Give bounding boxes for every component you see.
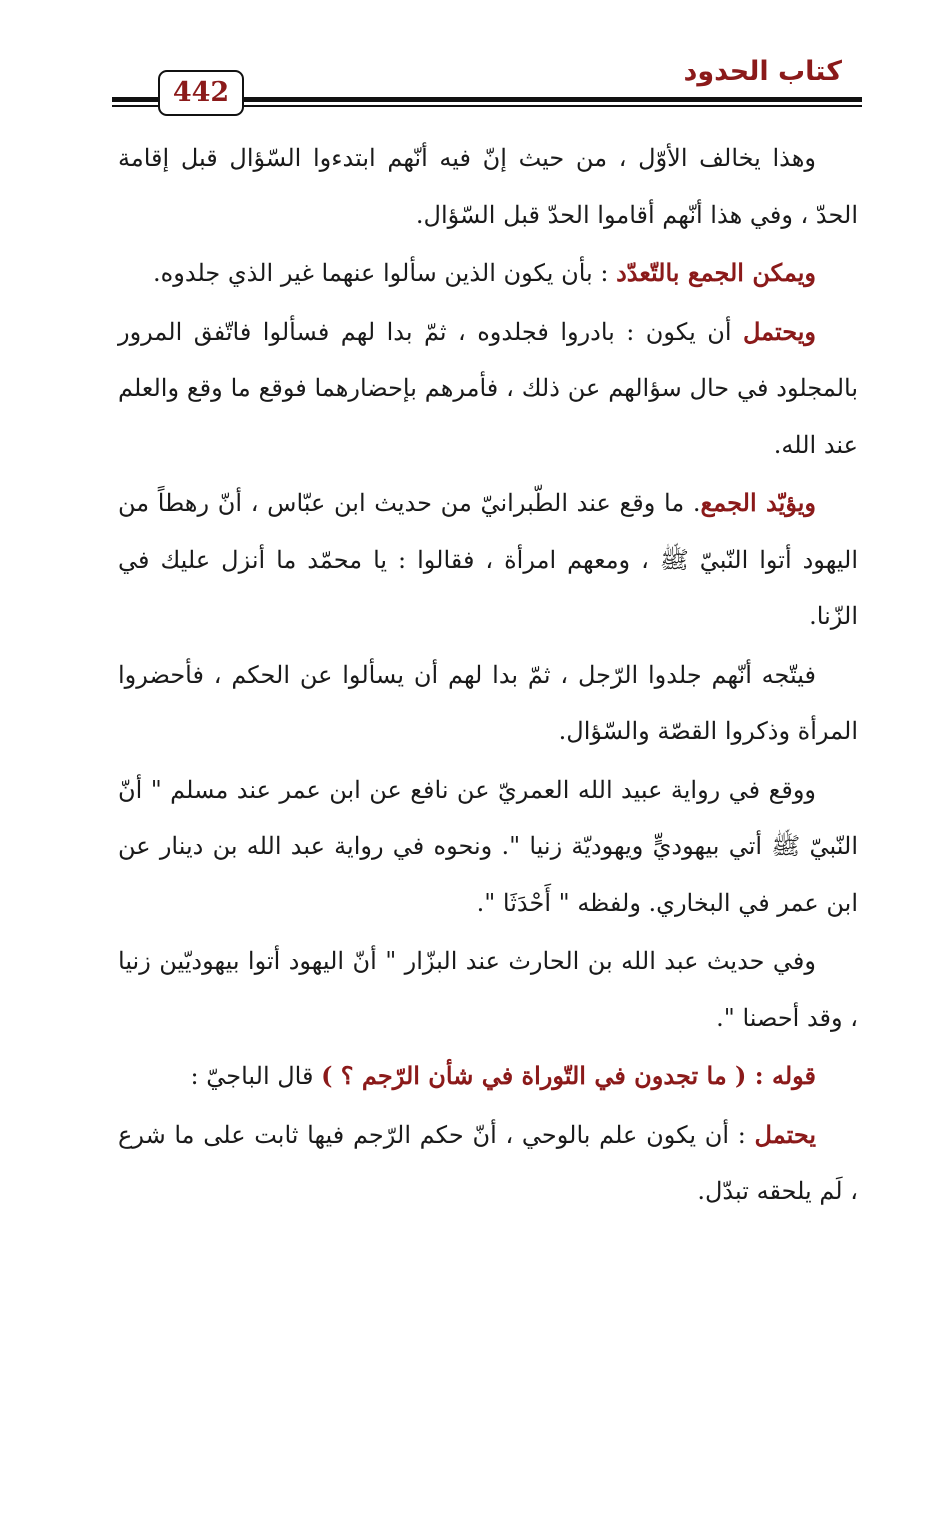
book-title: كتاب الحدود [683,56,842,87]
page-number: 442 [158,70,244,116]
paragraph-text: أن يكون : بادروا فجلدوه ، ثمّ بدا لهم فسألوا فاتّفق المرور بالمجلود في حال سؤالهم عن ذلك ، فأمرهم بإحضارهما فوقع ما وقع والعلم عند الله. [118,317,858,459]
paragraph [118,762,858,932]
paragraph [118,304,858,474]
paragraph [118,130,858,243]
paragraph-text: . ما وقع عند الطّبرانيّ من حديث ابن عبّاس ، أنّ رهطاً من اليهود أتوا النّبيّ ﷺ ، ومعهم امرأة ، فقالوا : يا محمّد ما أنزل عليك في الزّنا. [118,489,858,630]
paragraph-text: فيتّجه أنّهم جلدوا الرّجل ، ثمّ بدا لهم أن يسألوا عن الحكم ، فأحضروا المرأة وذكروا القصّة والسّؤال. [118,660,858,745]
page-header [112,50,862,120]
paragraph-text: قال الباجيّ : [190,1062,322,1090]
highlighted-phrase: قوله : ( ما تجدون في التّوراة في شأن الرّجم ؟ ) [321,1061,816,1090]
paragraph [118,475,858,645]
paragraph [118,1048,858,1105]
paragraph-text: : بأن يكون الذين سألوا عنهما غير الذي جلدوه. [153,259,617,287]
paragraph [118,933,858,1046]
paragraph [118,1107,858,1220]
highlighted-phrase: ويحتمل [742,316,816,346]
paragraph [118,647,858,760]
paragraph-text: ووقع في رواية عبيد الله العمريّ عن نافع عن ابن عمر عند مسلم " أنّ النّبيّ ﷺ أتي بيهوديٍّ ويهوديّة زنيا ". ونحوه في رواية عبد الله بن دينار عن ابن عمر في البخاري. ولفظه " أَحْدَثَا ". [118,775,858,917]
highlighted-phrase: ويمكن الجمع بالتّعدّد [616,258,816,287]
highlighted-phrase: ويؤيّد الجمع [700,488,816,517]
paragraph-text: وهذا يخالف الأوّل ، من حيث إنّ فيه أنّهم ابتدءوا السّؤال قبل إقامة الحدّ ، وفي هذا أنّهم أقاموا الحدّ قبل السّؤال. [118,144,858,229]
paragraph-text: وفي حديث عبد الله بن الحارث عند البزّار " أنّ اليهود أتوا بيهوديّين زنيا ، وقد أحصنا ". [118,947,858,1032]
paragraph-text: : أن يكون علم بالوحي ، أنّ حكم الرّجم فيها ثابت على ما شرع ، لَم يلحقه تبدّل. [118,1120,858,1205]
highlighted-phrase: يحتمل [754,1119,816,1149]
paragraph [118,245,858,302]
page-body [118,130,858,1222]
